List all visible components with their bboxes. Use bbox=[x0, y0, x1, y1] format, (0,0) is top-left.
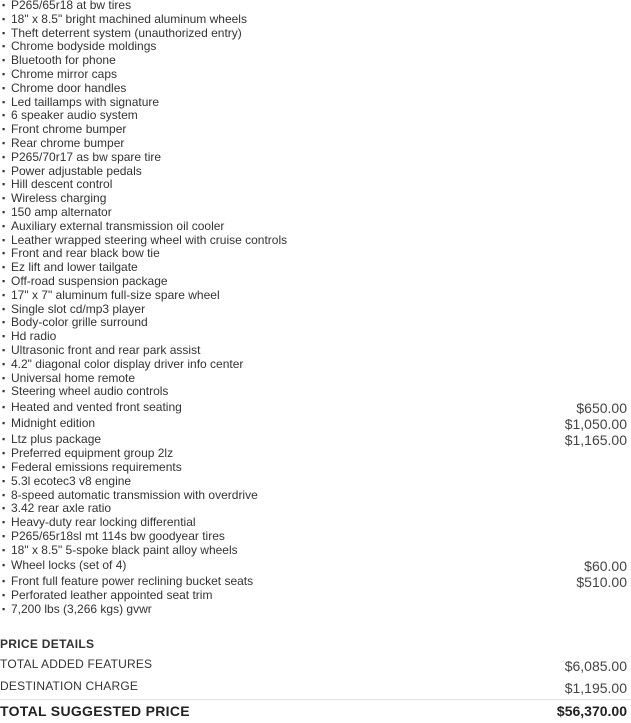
feature-item bbox=[0, 385, 631, 399]
bullet-icon: ▪ bbox=[2, 530, 6, 541]
bullet-icon: ▪ bbox=[2, 82, 6, 93]
feature-item bbox=[0, 96, 631, 110]
feature-name: 7,200 lbs (3,266 kgs) gvwr bbox=[11, 602, 152, 617]
feature-item bbox=[0, 54, 631, 68]
feature-name: Universal home remote bbox=[11, 370, 136, 385]
feature-name: Off-road suspension package bbox=[11, 273, 168, 288]
feature-price: $60.00 bbox=[584, 558, 627, 575]
bullet-icon: ▪ bbox=[2, 560, 6, 571]
feature-item bbox=[0, 415, 631, 431]
feature-price: $650.00 bbox=[576, 400, 627, 417]
feature-name: 150 amp alternator bbox=[11, 204, 112, 219]
feature-name: Single slot cd/mp3 player bbox=[11, 301, 146, 316]
feature-name: Hill descent control bbox=[11, 177, 113, 192]
bullet-icon: ▪ bbox=[2, 331, 6, 342]
bullet-icon: ▪ bbox=[2, 110, 6, 121]
bullet-icon: ▪ bbox=[2, 475, 6, 486]
bullet-icon: ▪ bbox=[2, 576, 6, 587]
feature-item bbox=[0, 234, 631, 248]
bullet-icon: ▪ bbox=[2, 13, 6, 24]
feature-item bbox=[0, 502, 631, 516]
feature-item bbox=[0, 344, 631, 358]
feature-item bbox=[0, 475, 631, 489]
feature-name: 4.2" diagonal color display driver info center bbox=[11, 356, 244, 371]
feature-name: Chrome bodyside moldings bbox=[11, 39, 157, 54]
feature-item bbox=[0, 399, 631, 415]
feature-name: Front full feature power reclining bucket seats bbox=[11, 574, 254, 589]
bullet-icon: ▪ bbox=[2, 275, 6, 286]
feature-item bbox=[0, 123, 631, 137]
feature-item bbox=[0, 372, 631, 386]
feature-item bbox=[0, 206, 631, 220]
price-details-title: PRICE DETAILS bbox=[0, 637, 95, 651]
feature-item bbox=[0, 544, 631, 558]
feature-item bbox=[0, 589, 631, 603]
feature-name: Preferred equipment group 2lz bbox=[11, 446, 174, 461]
feature-item bbox=[0, 82, 631, 96]
feature-item bbox=[0, 40, 631, 54]
feature-name: Hd radio bbox=[11, 329, 57, 344]
feature-item bbox=[0, 573, 631, 589]
total-suggested-price-label: TOTAL SUGGESTED PRICE bbox=[0, 703, 190, 719]
feature-name: Ltz plus package bbox=[11, 432, 102, 447]
total-added-features-row bbox=[0, 657, 631, 677]
destination-charge-value: $1,195.00 bbox=[564, 680, 627, 696]
bullet-icon: ▪ bbox=[2, 448, 6, 459]
feature-item bbox=[0, 68, 631, 82]
feature-name: Federal emissions requirements bbox=[11, 459, 182, 474]
bullet-icon: ▪ bbox=[2, 289, 6, 300]
bullet-icon: ▪ bbox=[2, 96, 6, 107]
feature-name: Leather wrapped steering wheel with cruise controls bbox=[11, 232, 288, 247]
feature-item bbox=[0, 289, 631, 303]
feature-name: 5.3l ecotec3 v8 engine bbox=[11, 473, 132, 488]
bullet-icon: ▪ bbox=[2, 386, 6, 397]
divider bbox=[0, 699, 631, 700]
feature-item bbox=[0, 431, 631, 447]
feature-item bbox=[0, 530, 631, 544]
feature-name: 17" x 7" aluminum full-size spare wheel bbox=[11, 287, 220, 302]
bullet-icon: ▪ bbox=[2, 262, 6, 273]
feature-name: Ultrasonic front and rear park assist bbox=[11, 342, 201, 357]
feature-name: Heated and vented front seating bbox=[11, 400, 182, 415]
bullet-icon: ▪ bbox=[2, 165, 6, 176]
bullet-icon: ▪ bbox=[2, 372, 6, 383]
bullet-icon: ▪ bbox=[2, 461, 6, 472]
bullet-icon: ▪ bbox=[2, 303, 6, 314]
bullet-icon: ▪ bbox=[2, 220, 6, 231]
feature-item bbox=[0, 27, 631, 41]
feature-name: Perforated leather appointed seat trim bbox=[11, 588, 213, 603]
feature-name: 6 speaker audio system bbox=[11, 108, 138, 123]
feature-item bbox=[0, 275, 631, 289]
feature-item bbox=[0, 137, 631, 151]
bullet-icon: ▪ bbox=[2, 418, 6, 429]
feature-item bbox=[0, 303, 631, 317]
bullet-icon: ▪ bbox=[2, 358, 6, 369]
bullet-icon: ▪ bbox=[2, 402, 6, 413]
feature-item bbox=[0, 165, 631, 179]
feature-item bbox=[0, 192, 631, 206]
bullet-icon: ▪ bbox=[2, 544, 6, 555]
bullet-icon: ▪ bbox=[2, 68, 6, 79]
bullet-icon: ▪ bbox=[2, 179, 6, 190]
total-added-features-label: TOTAL ADDED FEATURES bbox=[0, 657, 153, 671]
bullet-icon: ▪ bbox=[2, 151, 6, 162]
feature-price: $510.00 bbox=[576, 574, 627, 591]
feature-name: Bluetooth for phone bbox=[11, 53, 116, 68]
feature-item bbox=[0, 220, 631, 234]
feature-item bbox=[0, 489, 631, 503]
feature-name: 18" x 8.5" 5-spoke black paint alloy wheels bbox=[11, 542, 238, 557]
feature-name: 18" x 8.5" bright machined aluminum wheels bbox=[11, 11, 247, 26]
feature-item bbox=[0, 0, 631, 13]
feature-item bbox=[0, 247, 631, 261]
bullet-icon: ▪ bbox=[2, 517, 6, 528]
feature-price: $1,050.00 bbox=[564, 416, 627, 433]
feature-name: Led taillamps with signature bbox=[11, 94, 160, 109]
feature-name: P265/65r18 at bw tires bbox=[11, 0, 132, 12]
feature-name: Front and rear black bow tie bbox=[11, 246, 160, 261]
feature-item bbox=[0, 178, 631, 192]
feature-name: Theft deterrent system (unauthorized entry) bbox=[11, 25, 242, 40]
bullet-icon: ▪ bbox=[2, 0, 6, 10]
feature-item bbox=[0, 461, 631, 475]
feature-name: Wireless charging bbox=[11, 191, 107, 206]
total-added-features-value: $6,085.00 bbox=[564, 658, 627, 674]
feature-name: Body-color grille surround bbox=[11, 315, 148, 330]
bullet-icon: ▪ bbox=[2, 344, 6, 355]
feature-item bbox=[0, 109, 631, 123]
bullet-icon: ▪ bbox=[2, 489, 6, 500]
feature-name: Auxiliary external transmission oil cooler bbox=[11, 218, 225, 233]
feature-name: Power adjustable pedals bbox=[11, 163, 142, 178]
bullet-icon: ▪ bbox=[2, 234, 6, 245]
feature-item bbox=[0, 330, 631, 344]
feature-price: $1,165.00 bbox=[564, 432, 627, 449]
destination-charge-label: DESTINATION CHARGE bbox=[0, 679, 139, 693]
bullet-icon: ▪ bbox=[2, 137, 6, 148]
bullet-icon: ▪ bbox=[2, 193, 6, 204]
feature-item bbox=[0, 557, 631, 573]
feature-name: Front chrome bumper bbox=[11, 122, 127, 137]
feature-name: 3.42 rear axle ratio bbox=[11, 501, 112, 516]
total-suggested-price-row bbox=[0, 703, 631, 723]
bullet-icon: ▪ bbox=[2, 27, 6, 38]
bullet-icon: ▪ bbox=[2, 590, 6, 601]
feature-name: P265/65r18sl mt 114s bw goodyear tires bbox=[11, 528, 225, 543]
feature-item bbox=[0, 516, 631, 530]
bullet-icon: ▪ bbox=[2, 604, 6, 615]
bullet-icon: ▪ bbox=[2, 317, 6, 328]
feature-item bbox=[0, 261, 631, 275]
feature-name: Midnight edition bbox=[11, 416, 96, 431]
feature-name: Chrome door handles bbox=[11, 80, 127, 95]
feature-name: Chrome mirror caps bbox=[11, 66, 118, 81]
bullet-icon: ▪ bbox=[2, 55, 6, 66]
feature-name: Ez lift and lower tailgate bbox=[11, 260, 138, 275]
feature-name: Rear chrome bumper bbox=[11, 135, 125, 150]
bullet-icon: ▪ bbox=[2, 503, 6, 514]
feature-name: Wheel locks (set of 4) bbox=[11, 558, 127, 573]
bullet-icon: ▪ bbox=[2, 434, 6, 445]
bullet-icon: ▪ bbox=[2, 124, 6, 135]
feature-name: Heavy-duty rear locking differential bbox=[11, 515, 196, 530]
bullet-icon: ▪ bbox=[2, 41, 6, 52]
feature-item bbox=[0, 151, 631, 165]
feature-item bbox=[0, 358, 631, 372]
feature-name: P265/70r17 as bw spare tire bbox=[11, 149, 162, 164]
destination-charge-row bbox=[0, 679, 631, 699]
bullet-icon: ▪ bbox=[2, 206, 6, 217]
feature-name: Steering wheel audio controls bbox=[11, 384, 169, 399]
feature-item bbox=[0, 447, 631, 461]
total-suggested-price-value: $56,370.00 bbox=[556, 703, 627, 719]
feature-item bbox=[0, 316, 631, 330]
feature-item bbox=[0, 13, 631, 27]
bullet-icon: ▪ bbox=[2, 248, 6, 259]
feature-name: 8-speed automatic transmission with overdrive bbox=[11, 487, 258, 502]
feature-item bbox=[0, 603, 631, 617]
